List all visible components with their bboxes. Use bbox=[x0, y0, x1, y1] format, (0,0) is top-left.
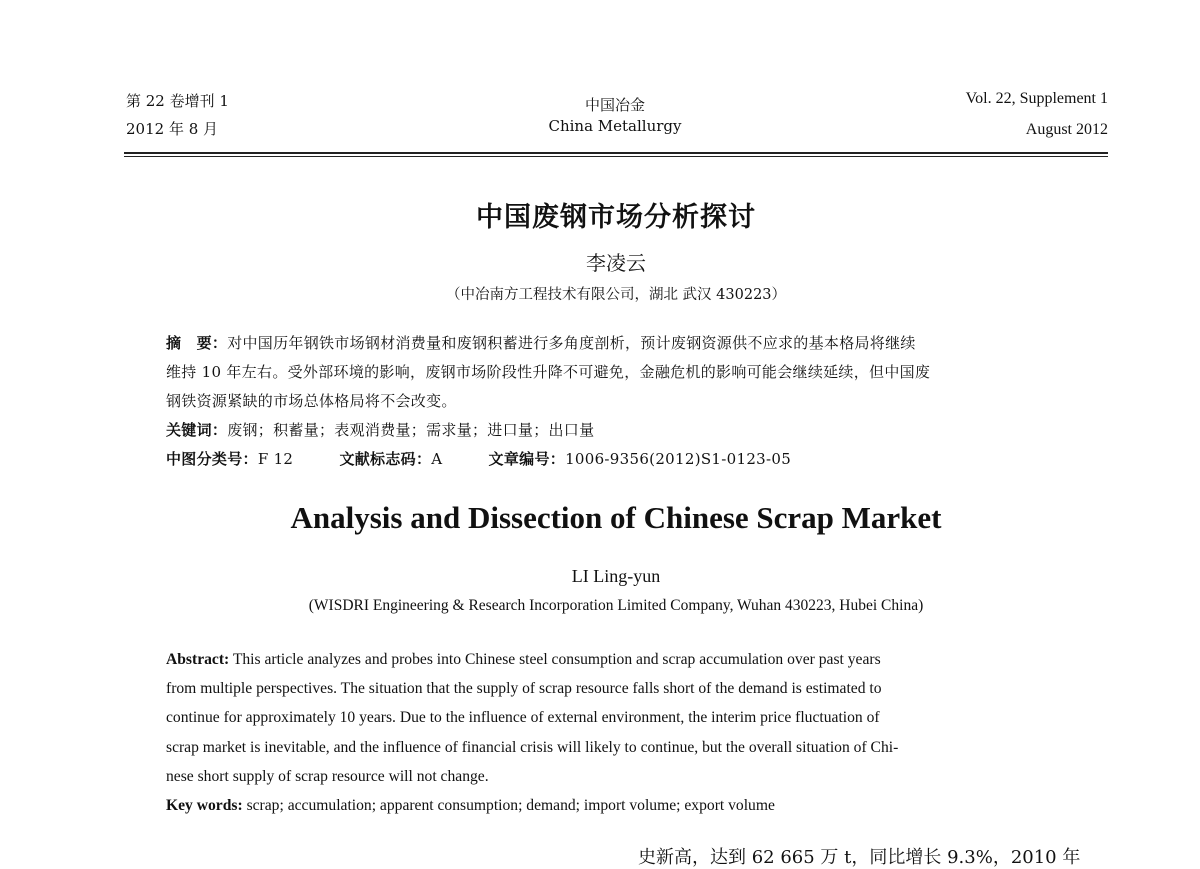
class-number-label: 中图分类号： bbox=[166, 450, 258, 468]
keywords-en bbox=[166, 791, 1066, 820]
affiliation-en: (WISDRI Engineering & Research Incorporation Limited Company, Wuhan 430223, Hubei China) bbox=[308, 597, 924, 614]
abstract-cn-line-3: 钢铁资源紧缺的市场总体格局将不会改变。 bbox=[166, 392, 457, 410]
abstract-en bbox=[166, 645, 1066, 820]
abstract-en-line-4: scrap market is inevitable, and the influence of financial crisis will likely to continue, but the overall situation of Chi- bbox=[166, 738, 899, 756]
header-rule-top bbox=[124, 152, 1108, 154]
paper-title-en: Analysis and Dissection of Chinese Scrap Market bbox=[290, 500, 942, 535]
keywords-cn-value: 废钢；积蓄量；表观消费量；需求量；进口量；出口量 bbox=[227, 421, 595, 439]
article-number-value: 1006-9356(2012)S1-0123-05 bbox=[565, 450, 792, 468]
volume-issue-en: Vol. 22, Supplement 1 bbox=[965, 90, 1108, 107]
volume-issue-cn: 第 22 卷增刊 1 bbox=[126, 92, 229, 110]
doc-code-value: A bbox=[431, 450, 443, 468]
doc-code-label: 文献标志码： bbox=[339, 450, 432, 468]
author-en: LI Ling-yun bbox=[571, 566, 661, 586]
affiliation-cn: （中冶南方工程技术有限公司，湖北 武汉 430223） bbox=[445, 287, 787, 303]
paper-title-cn: 中国废钢市场分析探讨 bbox=[476, 202, 756, 233]
header-rule-bottom bbox=[124, 156, 1108, 157]
date-cn: 2012 年 8 月 bbox=[126, 120, 219, 138]
abstract-cn-line-1: 摘 要：对中国历年钢铁市场钢材消费量和废钢积蓄进行多角度剖析，预计废钢资源供不应求的基本格局将继续 bbox=[166, 334, 916, 352]
abstract-en-line-2: from multiple perspectives. The situation that the supply of scrap resource falls short of the demand is estimated to bbox=[166, 680, 882, 698]
abstract-en-line-1: Abstract: This article analyzes and probes into Chinese steel consumption and scrap accumulation over past years bbox=[166, 651, 881, 668]
date-en: August 2012 bbox=[1025, 121, 1108, 138]
body-text-fragment: 史新高，达到 62 665 万 t，同比增长 9.3%，2010 年 bbox=[638, 847, 1081, 868]
keywords-en-value: scrap; accumulation; apparent consumption; demand; import volume; export volume bbox=[242, 797, 775, 815]
author-cn: 李凌云 bbox=[586, 251, 646, 275]
abstract-cn-label: 摘 要： bbox=[166, 334, 228, 352]
abstract-en-line-5: nese short supply of scrap resource will not change. bbox=[166, 767, 489, 785]
classification-line bbox=[166, 445, 930, 474]
keywords-cn-label: 关键词： bbox=[166, 421, 228, 439]
abstract-cn-line-2: 维持 10 年左右。受外部环境的影响，废钢市场阶段性升降不可避免，金融危机的影响可能会继续延续，但中国废 bbox=[166, 363, 931, 381]
abstract-cn bbox=[166, 329, 930, 474]
journal-name-cn: 中国冶金 bbox=[584, 96, 645, 114]
abstract-en-line-3: continue for approximately 10 years. Due to the influence of external environment, the interim price fluctuation of bbox=[166, 709, 880, 727]
journal-name-en: China Metallurgy bbox=[548, 117, 682, 135]
article-number-label: 文章编号： bbox=[488, 450, 566, 468]
keywords-cn bbox=[166, 416, 930, 445]
abstract-en-label: Abstract: bbox=[166, 651, 230, 668]
class-number-value: F 12 bbox=[257, 450, 294, 468]
keywords-en-label: Key words: bbox=[166, 797, 243, 815]
